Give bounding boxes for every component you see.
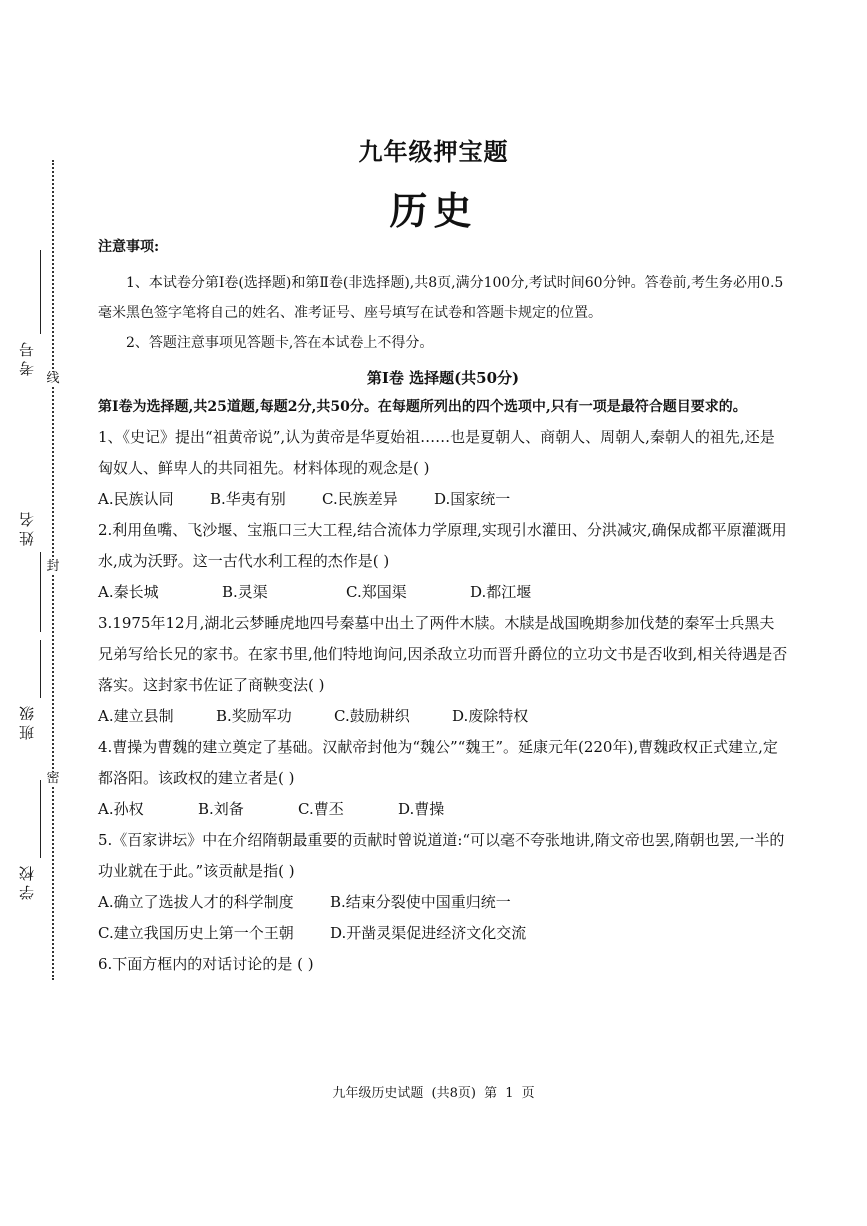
field-label-class: 班级: [18, 702, 36, 740]
question-stem: 5.《百家讲坛》中在介绍隋朝最重要的贡献时曾说道道:“可以毫不夸张地讲,隋文帝也罢,隋朝也罢,一半的功业就在于此。”该贡献是指( ): [98, 831, 785, 880]
section-title: 第Ⅰ卷 选择题(共50分): [366, 369, 520, 387]
option-a: A.秦长城: [98, 583, 159, 601]
option-b: B.华夷有别: [210, 490, 286, 508]
option-c: C.郑国渠: [346, 583, 407, 601]
option-b: B.灵渠: [222, 583, 268, 601]
field-school: [16, 780, 44, 980]
seal-char-line: 线: [46, 371, 60, 386]
option-c: C.建立我国历史上第一个王朝: [98, 924, 294, 942]
question-options: [98, 918, 788, 949]
option-c: C.民族差异: [322, 490, 398, 508]
field-label-school: 学校: [18, 862, 36, 900]
question-stem: 2.利用鱼嘴、飞沙堰、宝瓶口三大工程,结合流体力学原理,实现引水灌田、分洪减灾,确保成都平原灌溉用水,成为沃野。这一古代水利工程的杰作是( ): [98, 521, 787, 570]
option-a: A.民族认同: [98, 490, 174, 508]
option-a: A.确立了选拔人才的科学制度: [98, 893, 294, 911]
field-underline: [40, 250, 41, 334]
option-c: C.曹丕: [298, 800, 344, 818]
question-options: [98, 701, 788, 732]
option-d: D.废除特权: [452, 707, 529, 725]
question-6: [98, 949, 788, 980]
field-underline: [40, 640, 41, 698]
notice-title: 注意事项:: [98, 239, 160, 255]
question-options: [98, 484, 788, 515]
option-d: D.曹操: [398, 800, 445, 818]
question-3: [98, 608, 788, 732]
option-d: D.国家统一: [434, 490, 511, 508]
question-2: [98, 515, 788, 608]
option-b: B.结束分裂使中国重归统一: [330, 893, 511, 911]
option-b: B.刘备: [198, 800, 244, 818]
field-class: [16, 640, 44, 770]
option-d: D.开凿灵渠促进经济文化交流: [330, 924, 527, 942]
option-d: D.都江堰: [470, 583, 532, 601]
option-c: C.鼓励耕织: [334, 707, 410, 725]
option-a: A.孙权: [98, 800, 144, 818]
field-label-name: 姓名: [18, 508, 36, 546]
option-b: B.奖励军功: [216, 707, 292, 725]
question-stem: 1、《史记》提出“祖黄帝说”,认为黄帝是华夏始祖……也是夏朝人、商朝人、周朝人,秦朝人的祖先,还是匈奴人、鲜卑人的共同祖先。材料体现的观念是( ): [98, 428, 775, 477]
question-options: [98, 577, 788, 608]
section-description: 第Ⅰ卷为选择题,共25道题,每题2分,共50分。在每题所列出的四个选项中,只有一项是最符合题目要求的。: [98, 399, 747, 415]
grade-title: 九年级押宝题: [358, 137, 509, 166]
field-underline: [40, 780, 41, 858]
question-options: [98, 794, 788, 825]
field-label-exam-number: 考号: [18, 338, 36, 376]
notice-item-1: 1、本试卷分第Ⅰ卷(选择题)和第Ⅱ卷(非选择题),共8页,满分100分,考试时间60分钟。答卷前,考生务必用0.5毫米黑色签字笔将自己的姓名、准考证号、座号填写在试卷和答题卡规定的位置。: [98, 275, 784, 321]
question-options: [98, 887, 788, 918]
seal-char-seal: 封: [46, 559, 60, 574]
notice-item-2: 2、答题注意事项见答题卡,答在本试卷上不得分。: [126, 335, 434, 351]
question-1: [98, 422, 788, 515]
field-exam-number: [16, 250, 44, 380]
question-stem: 4.曹操为曹魏的建立奠定了基础。汉献帝封他为“魏公”“魏王”。延康元年(220年),曹魏政权正式建立,定都洛阳。该政权的建立者是( ): [98, 738, 778, 787]
field-underline: [40, 552, 41, 632]
page-footer: 九年级历史试题 (共8页) 第 1 页: [332, 1086, 535, 1101]
subject-title: 历史: [389, 188, 478, 233]
question-stem: 3.1975年12月,湖北云梦睡虎地四号秦墓中出土了两件木牍。木牍是战国晚期参加伐楚的秦军士兵黑夫兄弟写给长兄的家书。在家书里,他们特地询问,因杀敌立功而晋升爵位的立功文书是否收到,相关待遇是否落实。这封家书佐证了商鞅变法( ): [98, 614, 788, 694]
question-4: [98, 732, 788, 825]
seal-char-secret: 密: [46, 771, 60, 786]
field-name: [16, 480, 44, 610]
question-stem: 6.下面方框内的对话讨论的是 ( ): [98, 955, 314, 973]
exam-content: [98, 236, 788, 980]
option-a: A.建立县制: [98, 707, 174, 725]
question-5: [98, 825, 788, 949]
